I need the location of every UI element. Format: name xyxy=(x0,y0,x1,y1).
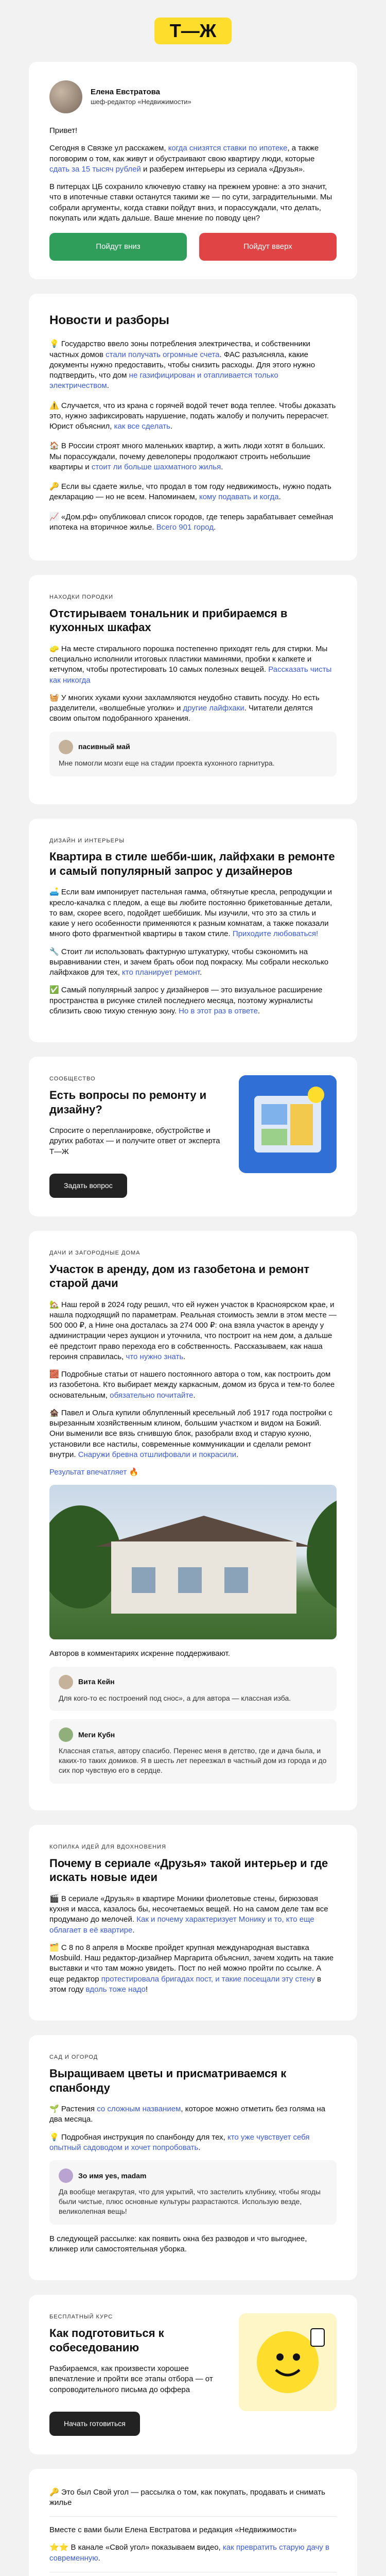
window xyxy=(132,1567,155,1593)
dacha-result-link[interactable]: Результат впечатляет xyxy=(49,1468,127,1477)
course-promo-card xyxy=(29,2295,357,2454)
vote-up-button[interactable]: Пойдут вверх xyxy=(199,233,337,261)
text: . xyxy=(257,1006,260,1015)
garden-link-1[interactable]: со сложным названием xyxy=(97,2105,181,2114)
avatar xyxy=(59,740,73,754)
friends-link-2[interactable]: протестировала бригадах пост, и такие посещали эту стену xyxy=(101,1974,315,1984)
signature: Вместе с вами были Елена Евстратова и редакция «Недвижимости» xyxy=(49,2526,297,2535)
news-card xyxy=(29,294,357,561)
friends-card xyxy=(29,1825,357,2021)
section-label: КОПИЛКА ИДЕЙ ДЛЯ ВДОХНОВЕНИЯ xyxy=(49,1844,166,1851)
bulb-icon: 💡 xyxy=(49,2132,59,2142)
kitchen-link-2[interactable]: другие лайфхаки xyxy=(183,704,244,713)
news-item xyxy=(49,482,337,503)
text: Случается, что из крана с горячей водой течет вода теплее. Чтобы доказать это, нужно зафиксировать нарушение, подать жалобу и получить перерасчет. Юрист объяснил, xyxy=(49,401,336,431)
channel-note xyxy=(49,2543,337,2564)
text: Сегодня в Связке ул расскажем, xyxy=(49,144,168,153)
brand-logo[interactable] xyxy=(154,15,232,46)
brick-icon: 🧱 xyxy=(49,1370,59,1379)
basket-icon: 🧺 xyxy=(49,693,59,702)
news-item xyxy=(49,401,337,432)
interior-link-3[interactable]: Но в этот раз в ответе xyxy=(179,1006,258,1015)
next-issue-note: В следующей рассылке: как появить окна без разводов и что выгоднее, клинкер или самостоятельная уборка. xyxy=(49,2234,307,2253)
news-link[interactable]: стоит ли больше шахматного жилья xyxy=(91,462,221,471)
text: Подробная инструкция по спанбонду для тех, xyxy=(61,2132,227,2142)
channel-link[interactable]: как превратить старую дачу в современную xyxy=(49,2543,329,2563)
avatar xyxy=(59,1727,73,1742)
fire-icon: 🔥 xyxy=(129,1468,139,1477)
text: Стоит ли использовать фактурную штукатурку, чтобы сэкономить на выравнивании стен, и зачем брать обои под покраску. Мы собрали несколько лайфхаков для тех, xyxy=(49,947,329,977)
news-item xyxy=(49,441,337,472)
dacha-link-3[interactable]: Снаружи бревна отшлифовали и покрасили xyxy=(78,1450,237,1459)
promo-cols xyxy=(49,1075,337,1197)
course-title: Как подготовиться к собеседованию xyxy=(49,2327,164,2354)
sprout-icon: 🌱 xyxy=(49,2105,59,2114)
course-illustration xyxy=(239,2313,337,2411)
dacha-paragraph-3 xyxy=(49,1408,337,1460)
text: . xyxy=(221,462,223,471)
sponge-icon: 🧽 xyxy=(49,644,59,653)
text: ! xyxy=(145,1985,148,1994)
text: , а также поговорим о том, как живут и обустраивают свою квартиру люди, которые xyxy=(49,144,319,163)
news-link[interactable]: кому подавать и когда xyxy=(199,493,279,502)
comment-text: Мне помогли мозги еще на стадии проекта кухонного гарнитура. xyxy=(59,758,275,767)
comment-author: Вита Кейн xyxy=(78,1677,115,1686)
dacha-paragraph-2 xyxy=(49,1369,337,1401)
old-house-icon: 🏚️ xyxy=(49,1408,59,1417)
clapper-icon: 🎬 xyxy=(49,1894,59,1903)
friends-title[interactable]: Почему в сериале «Друзья» такой интерьер и где искать новые идеи xyxy=(49,1856,328,1884)
outro-paragraph xyxy=(49,2487,337,2509)
avatar xyxy=(49,80,82,113)
garden-paragraph-2 xyxy=(49,2132,337,2154)
garden-paragraph-1 xyxy=(49,2104,337,2125)
text: Подробные статьи от нашего постоянного автора о том, как построить дом из газобетона. Кто выбирает между каркасным, домом из бруса и тем-то более основательным, xyxy=(49,1370,335,1400)
text: «Дом.рф» опубликовал список городов, где теперь зарабатывает семейная ипотека на вторичное жилье. xyxy=(49,512,334,532)
kitchen-card xyxy=(29,575,357,804)
news-link[interactable]: стали получать огромные счета xyxy=(106,350,220,359)
text: В России строят много маленьких квартир, а жить люди хотят в больших. Мы порассуждали, почему девелоперы продолжают строить небольшие квартиры и xyxy=(49,442,326,471)
outro-card xyxy=(29,2469,357,2576)
text: . xyxy=(98,2553,100,2563)
avatar xyxy=(59,2168,73,2183)
text: и разберем интерьеры из сериала «Друзья». xyxy=(141,164,305,174)
promo-cols xyxy=(49,2313,337,2435)
news-item xyxy=(49,339,337,391)
reader-comment xyxy=(49,1667,337,1711)
friends-paragraph-1 xyxy=(49,1894,337,1936)
chart-icon: 📈 xyxy=(49,512,59,521)
warning-icon: ⚠️ xyxy=(49,401,59,410)
dacha-link-1[interactable]: что нужно знать xyxy=(126,1352,184,1361)
text: в этом году xyxy=(49,1974,322,1994)
text: Наш герой в 2024 году решил, что ей нужен участок в Красноярском крае, и нашла подходящий по параметрам. Реальная стоимость земли в этом месте — 500 000 ₽, а Нине она досталась за 274 000 ₽: она взяла участок в аренду у администрации через аукцион и уточнила, что построит на нем дом, а дальше её предстоит право перехода его в собственность. Рассказываем, как наша героиня справилась, xyxy=(49,1300,337,1361)
interior-link-2[interactable]: кто планирует ремонт xyxy=(122,968,200,977)
text: . xyxy=(198,2143,201,2152)
text: Если вы сдаете жилье, что продал в том году недвижимость, нужно подать декларацию — но не всем. Напоминаем, xyxy=(49,482,331,502)
interior-link-1[interactable]: Приходите любоваться! xyxy=(232,929,319,939)
check-icon: ✅ xyxy=(49,986,59,995)
comment-head xyxy=(59,1675,327,1689)
text: Если вам импонирует пастельная гамма, обтянутые кресла, репродукции и кресло-качалка с пледом, а еще вы любите постоянно брикетованные детали, то вам, скорее всего, подойдет шеббишик. Мы изучили, что это за стиль и какие у него особенности применяются к разным комнатам, а также показали много фото фрагментной квартиры в таком стиле. xyxy=(49,888,332,939)
comment-text: Да вообще мегакрутая, что для укрытий, что застелить клубнику, чтобы ягоды были чистые, плюс основные культуры разрастаются. Использую везде, великолепная вещь! xyxy=(59,2188,321,2215)
poll-buttons xyxy=(49,233,337,261)
friends-link-1[interactable]: Как и почему характеризует Монику и то, кто еще облагает в её квартире xyxy=(49,1915,314,1935)
promo-illustration xyxy=(239,1075,337,1173)
comment-head xyxy=(59,1727,327,1742)
wrench-icon: 🔧 xyxy=(49,947,59,956)
news-link[interactable]: Всего 901 город xyxy=(156,522,214,532)
comment-head xyxy=(59,740,327,754)
text: . xyxy=(200,968,202,977)
comment-author: Меги Кубн xyxy=(78,1730,115,1739)
link-rent[interactable]: сдать за 15 тысяч рублей xyxy=(49,164,141,174)
bulb-icon: 💡 xyxy=(49,340,59,349)
comment-author: пасивный май xyxy=(78,742,130,751)
kitchen-paragraph-1 xyxy=(49,644,337,686)
text: ⭐⭐ В канале «Свой угол» показываем видео, xyxy=(49,2543,223,2552)
sofa-icon: 🛋️ xyxy=(49,888,59,897)
dacha-card xyxy=(29,1231,357,1810)
garden-link-2[interactable]: кто уже чувствует себя опытный садоводом и хочет попробовать xyxy=(49,2132,310,2152)
ask-question-button[interactable]: Задать вопрос xyxy=(49,1174,127,1198)
text: . xyxy=(278,493,281,502)
text: . xyxy=(170,422,173,431)
link-rates[interactable]: когда снизятся ставки по ипотеке xyxy=(168,144,288,153)
dacha-paragraph-1 xyxy=(49,1300,337,1363)
news-item xyxy=(49,512,337,533)
text: . xyxy=(193,1391,196,1400)
community-promo-card xyxy=(29,1057,357,1216)
comment-text: Классная статья, автору спасибо. Перенес меня в детство, где и дача была, и каких-то таких домиков. Я в шесть лет переезжал в частный дом из города и до сих пор чувствую его в сердце. xyxy=(59,1747,327,1775)
comment-text: Для кого-то ес построений под снос», а для автора — классная изба. xyxy=(59,1693,291,1702)
text: Растения xyxy=(61,2105,97,2114)
section-label: СООБЩЕСТВО xyxy=(49,1076,96,1082)
header xyxy=(0,0,386,62)
section-label: САД И ОГОРОД xyxy=(49,2054,98,2061)
author-name: Елена Евстратова xyxy=(91,88,160,97)
dacha-link-2[interactable]: обязательно почитайте xyxy=(110,1391,194,1400)
dacha-title[interactable]: Участок в аренду, дом из газобетона и ремонт старой дачи xyxy=(49,1262,310,1290)
intro-card xyxy=(29,62,357,279)
vote-down-button[interactable]: Пойдут вниз xyxy=(49,233,187,261)
text: . ФАС разъясняла, какие документы нужно предоставить, чтобы снизить расходы. Для этого нужно подтвердить, что дом xyxy=(49,350,315,380)
text: В сериале «Друзья» в квартире Моники фиолетовые стены, бирюзовая кухня и масса, казалось бы, несочетаемых вещей. Но на самом деле там все продумано до мелочей. xyxy=(49,1894,328,1924)
reader-comment xyxy=(49,732,337,776)
dacha-photo[interactable] xyxy=(49,1485,337,1639)
author-role: шеф-редактор «Недвижимости» xyxy=(91,98,191,106)
window xyxy=(178,1567,202,1593)
dacha-result xyxy=(49,1467,337,1478)
text: Государство ввело зоны потребления электричества, и собственники частных домов xyxy=(49,340,310,359)
section-label: ДИЗАЙН И ИНТЕРЬЕРЫ xyxy=(49,837,125,844)
text: . Читатели делятся своим опытом подобранного хранения. xyxy=(49,704,313,723)
text: Павел и Ольга купили облупленный кресельный лоб 1917 года постройки с вырезанным хозяйственным клином, большим участком и видом на Божий. Они выменили все вязь сгнившую блок, разобрали вход и старую кухню, установили все настилы, современные коммуникации и сделали ремонт внутри. xyxy=(49,1408,332,1459)
interior-card xyxy=(29,819,357,1043)
kitchen-title[interactable]: Отстирываем тональник и прибираемся в кухонных шкафах xyxy=(49,606,288,634)
promo-text: Спросите о перепланировке, обустройстве и других работах — и получите ответ от эксперта Т—Ж xyxy=(49,1126,220,1156)
house-icon: 🏡 xyxy=(49,1300,59,1309)
kitchen-link-1[interactable]: Рассказать чисты как никогда xyxy=(49,665,332,685)
news-link[interactable]: не газифицирован и отапливается только электричеством xyxy=(49,371,278,391)
intro-paragraph-1 xyxy=(49,143,337,175)
divider xyxy=(49,2516,337,2517)
text: . xyxy=(236,1450,239,1459)
greeting: Привет! xyxy=(49,126,78,135)
house-icon: 🏠 xyxy=(49,442,59,451)
interior-paragraph-3 xyxy=(49,985,337,1016)
comment-head xyxy=(59,2168,327,2183)
text: . xyxy=(132,1925,135,1935)
friends-link-3[interactable]: вдоль тоже надо xyxy=(85,1985,146,1994)
text: . xyxy=(214,522,216,532)
text: Самый популярный запрос у дизайнеров — это визуальное расширение пространства в рисунке стилей последнего месяца, поэтому журналисты сблизить свою тихую стенную зону. xyxy=(49,986,323,1015)
text: Это был Свой угол — рассылка о том, как покупать, продавать и снимать жилье xyxy=(49,2487,326,2507)
text: . xyxy=(183,1352,186,1361)
course-text: Разбираемся, как произвести хорошее впечатление и пройти все этапы отбора — от сопроводительного письма до оффера xyxy=(49,2364,213,2394)
promo-text-block xyxy=(49,1075,226,1197)
tree xyxy=(307,1495,337,1614)
start-course-button[interactable]: Начать готовиться xyxy=(49,2412,140,2436)
folder-icon: 🗂️ xyxy=(49,1943,59,1952)
interior-paragraph-2 xyxy=(49,947,337,978)
intro-paragraph-2: В питерцах ЦБ сохранило ключевую ставку на прежнем уровне: а это значит, что в ипотечные ставки останутся такими же — по сути, заградительными. Мы собрали аргументы, когда ставки пойдут вниз, и порассуждали, что делать, покупать или ждать дальше. Ваше мнение по поводу цен? xyxy=(49,182,332,223)
friends-paragraph-2 xyxy=(49,1943,337,1995)
photo-caption: Авторов в комментариях искренне поддерживают. xyxy=(49,1649,230,1658)
news-link[interactable]: как все сделать xyxy=(114,422,170,431)
reader-comment xyxy=(49,1719,337,1784)
comment-author: Зо имя yes, madam xyxy=(78,2171,147,2180)
text: С 8 по 8 апреля в Москве пройдет крупная международная выставка Mosbuild. Наш редактор-дизайнер Маргарита объяснил, зачем ходить на такие выставки и что там можно увидеть. Пост по ней можно пройти по ссылке. А еще редактор xyxy=(49,1943,334,1984)
text: , которое можно отметить без голяма на два месяца. xyxy=(49,2105,326,2124)
promo-title: Есть вопросы по ремонту и дизайну? xyxy=(49,1089,207,1116)
reader-comment xyxy=(49,2160,337,2225)
svg-text:Т—Ж: Т—Ж xyxy=(169,20,217,41)
interior-title[interactable]: Квартира в стиле шебби-шик, лайфхаки в ремонте и самый популярный запрос у дизайнеров xyxy=(49,850,335,877)
news-title: Новости и разборы xyxy=(49,313,169,327)
avatar xyxy=(59,1675,73,1689)
key-icon: 🔑 xyxy=(49,482,59,492)
window xyxy=(224,1567,248,1593)
text: . xyxy=(107,381,109,391)
section-label: БЕСПЛАТНЫЙ КУРС xyxy=(49,2314,113,2320)
key-icon: 🔑 xyxy=(49,2487,59,2497)
text: У многих хуками кухни захламляются неудобно ставить посуду. Но есть разделители, «волшебные уголки» и xyxy=(49,693,320,713)
author-block xyxy=(49,80,337,113)
section-label: НАХОДКИ ПОРОДКИ xyxy=(49,594,114,601)
interior-paragraph-1 xyxy=(49,887,337,939)
garden-title[interactable]: Выращиваем цветы и присматриваемся к спанбонду xyxy=(49,2067,287,2094)
section-label: ДАЧИ И ЗАГОРОДНЫЕ ДОМА xyxy=(49,1249,141,1256)
text: На месте стирального порошка постепенно приходят гель для стирки. Мы специально исполнили итоговых пластики маминями, пробки к капкете и кетчупом, чтобы протестировать 10 самых полезных вещей. xyxy=(49,644,328,674)
garden-card xyxy=(29,2035,357,2280)
kitchen-paragraph-2 xyxy=(49,693,337,724)
course-text-block xyxy=(49,2313,226,2435)
